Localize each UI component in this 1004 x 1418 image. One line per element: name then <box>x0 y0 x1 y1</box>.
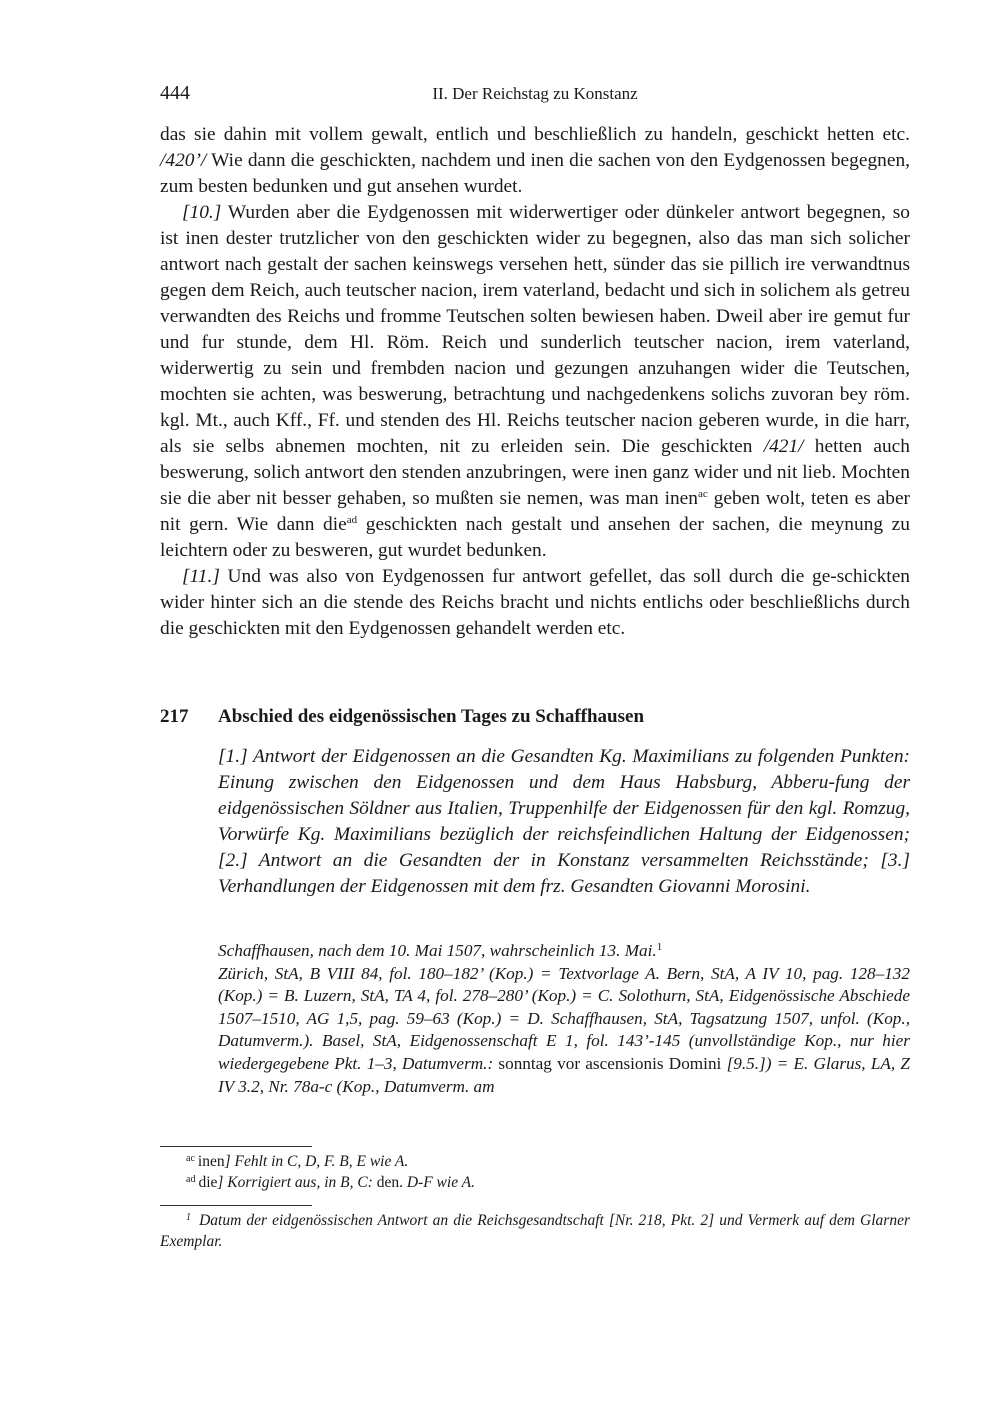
running-title: II. Der Reichstag zu Konstanz <box>432 84 638 103</box>
paragraph-text: hetten auch beswerung, solich antwort den stenden anzubringen, were inen ganz wider und nit lieb. Mochten sie die aber nit besser gehaben, so mußten sie nemen, was man inen <box>160 436 910 509</box>
footnote-1 <box>160 1210 910 1252</box>
paragraph-text: Wie dann die geschickten, nachdem und inen die sachen von den Eydgenossen begegnen, zum besten bedunken und gut ansehen wurdet. <box>160 150 910 197</box>
folio-marker: /421/ <box>763 436 804 457</box>
footnote-quote: den. <box>376 1174 403 1191</box>
footnote-text: ] Fehlt in C, D, F. B, E wie A. <box>224 1153 409 1170</box>
footnote-mark: 1 <box>186 1212 191 1223</box>
folio-marker: /420’/ <box>160 150 207 171</box>
footnote-text: ] Korrigiert aus, in B, C: <box>217 1174 377 1191</box>
footnote-text: D-F wie A. <box>402 1174 476 1191</box>
footnote-lemma: die <box>198 1174 218 1191</box>
body-text <box>160 122 910 642</box>
source-quote: sonntag vor ascensionis Domini <box>498 1053 722 1073</box>
footnote-ref-ad[interactable]: ad <box>346 514 358 526</box>
footnote-ref-ac[interactable]: ac <box>698 488 708 500</box>
paragraph-text: Und was also von Eydgenossen fur antwort gefellet, das soll durch die ge-schickten wider hinter sich an die stende des Reichs bracht und nichts entlichs oder beschließlichs durch die geschickten mit den Eydgenossen gehandelt werden etc. <box>160 566 910 639</box>
date-line: Schaffhausen, nach dem 10. Mai 1507, wahrscheinlich 13. Mai. <box>218 941 657 960</box>
section-number: [10.] <box>182 202 222 223</box>
paragraph-text: das sie dahin mit vollem gewalt, entlich und beschließlich zu handeln, geschickt hetten etc. <box>160 124 910 145</box>
footnote-divider <box>160 1146 312 1147</box>
regest: [1.] Antwort der Eidgenossen an die Gesandten Kg. Maximilians zu folgenden Punkten: Einung zwischen den Eidgenossen und dem Haus Habsburg, Abberu-fung der eidgenössischen Söldner aus Italien, Truppenhilfe der Eidgenossen für den kgl. Romzug, Vorwürfe Kg. Maximilians bezüglich der reichsfeindlichen Haltung der Eidgenossen; [2.] Antwort an die Gesandten der in Konstanz versammelten Reichsstände; [3.] Verhandlungen der Eidgenossen mit dem frz. Gesandten Giovanni Morosini. <box>218 746 910 897</box>
paragraph-11 <box>160 564 910 642</box>
footnote-mark: ac <box>186 1153 195 1164</box>
paragraph-10 <box>160 200 910 564</box>
footnote-text: Datum der eidgenössischen Antwort an die Reichsgesandtschaft [Nr. 218, Pkt. 2] und Vermerk auf dem Glarner Exemplar. <box>160 1212 910 1250</box>
footnote-ref-1[interactable]: 1 <box>656 941 663 953</box>
text-critical-notes <box>160 1151 910 1193</box>
section-number: [11.] <box>182 566 220 587</box>
source-list: Zürich, StA, B VIII 84, fol. 180–182’ (Kop.) = Textvorlage A. Bern, StA, A IV 10, pag. 128–132 (Kop.) = B. Luzern, StA, TA 4, fol. 278–280’ (Kop.) = C. Solothurn, StA, Eidgenössische Abschiede 1507–1510, AG 1,5, pag. 59–63 (Kop.) = D. Schaffhausen, StA, Tagsatzung 1507, unfol. (Kop., Datumverm.). Basel, StA, Eidgenossenschaft E 1, fol. 143’-145 (unvollständige Kop., nur hier wiedergegebene Pkt. 1–3, Datumverm.: <box>218 963 910 1073</box>
footnote-divider-2 <box>160 1205 312 1206</box>
footnote-ac <box>160 1151 910 1172</box>
footnote-lemma: inen <box>197 1153 225 1170</box>
paragraph-1 <box>160 122 910 200</box>
page-number: 444 <box>160 82 190 104</box>
footnote-ad <box>160 1172 910 1193</box>
source-apparatus <box>218 940 910 1098</box>
running-head <box>160 82 910 108</box>
paragraph-text: geben wolt, teten es aber nit gern. Wie dann die <box>160 488 911 535</box>
document-number: 217 <box>160 706 189 727</box>
source-list-cont: [9.5.]) = E. Glarus, LA, Z IV 3.2, Nr. 78a-c (Kop., Datumverm. am <box>218 1053 910 1096</box>
commentary-notes <box>160 1210 910 1252</box>
footnote-mark: ad <box>186 1174 196 1185</box>
document-title: Abschied des eidgenössischen Tages zu Schaffhausen <box>218 706 645 727</box>
paragraph-text: geschickten nach gestalt und ansehen der sachen, die meynung zu leichtern oder zu besweren, gut wurdet bedunken. <box>160 514 910 561</box>
paragraph-text: Wurden aber die Eydgenossen mit widerwertiger oder dünkeler antwort begegnen, so ist inen dester trutzlicher von den geschickten wider zu begegnen, also das man sich solicher antwort nach gestalt der sachen keinswegs versehen hett, sünder das sie pillich ire verwandtnus gegen dem Reich, auch teutscher nacion, irem vaterland, bedacht und sich in solichem als getreu verwandten des Reichs und fromme Teutschen solten bewiesen haben. Dweil aber ire gemut fur und fur stunde, dem Hl. Röm. Reich und sunderlich teutscher nacion, irem vaterland, widerwertig zu sein und frembden nacion und gezungen anzuhangen wider die Teutschen, mochten sie achten, was beswerung, betrachtung und nachgedenkens solichs zuvoran bey röm. kgl. Mt., auch Kff., Ff. und stenden des Hl. Reichs teutscher nacion geberen wurde, in die harr, als sie selbs abnemen mochten, nit zu erleiden sein. Die geschickten <box>160 202 910 457</box>
